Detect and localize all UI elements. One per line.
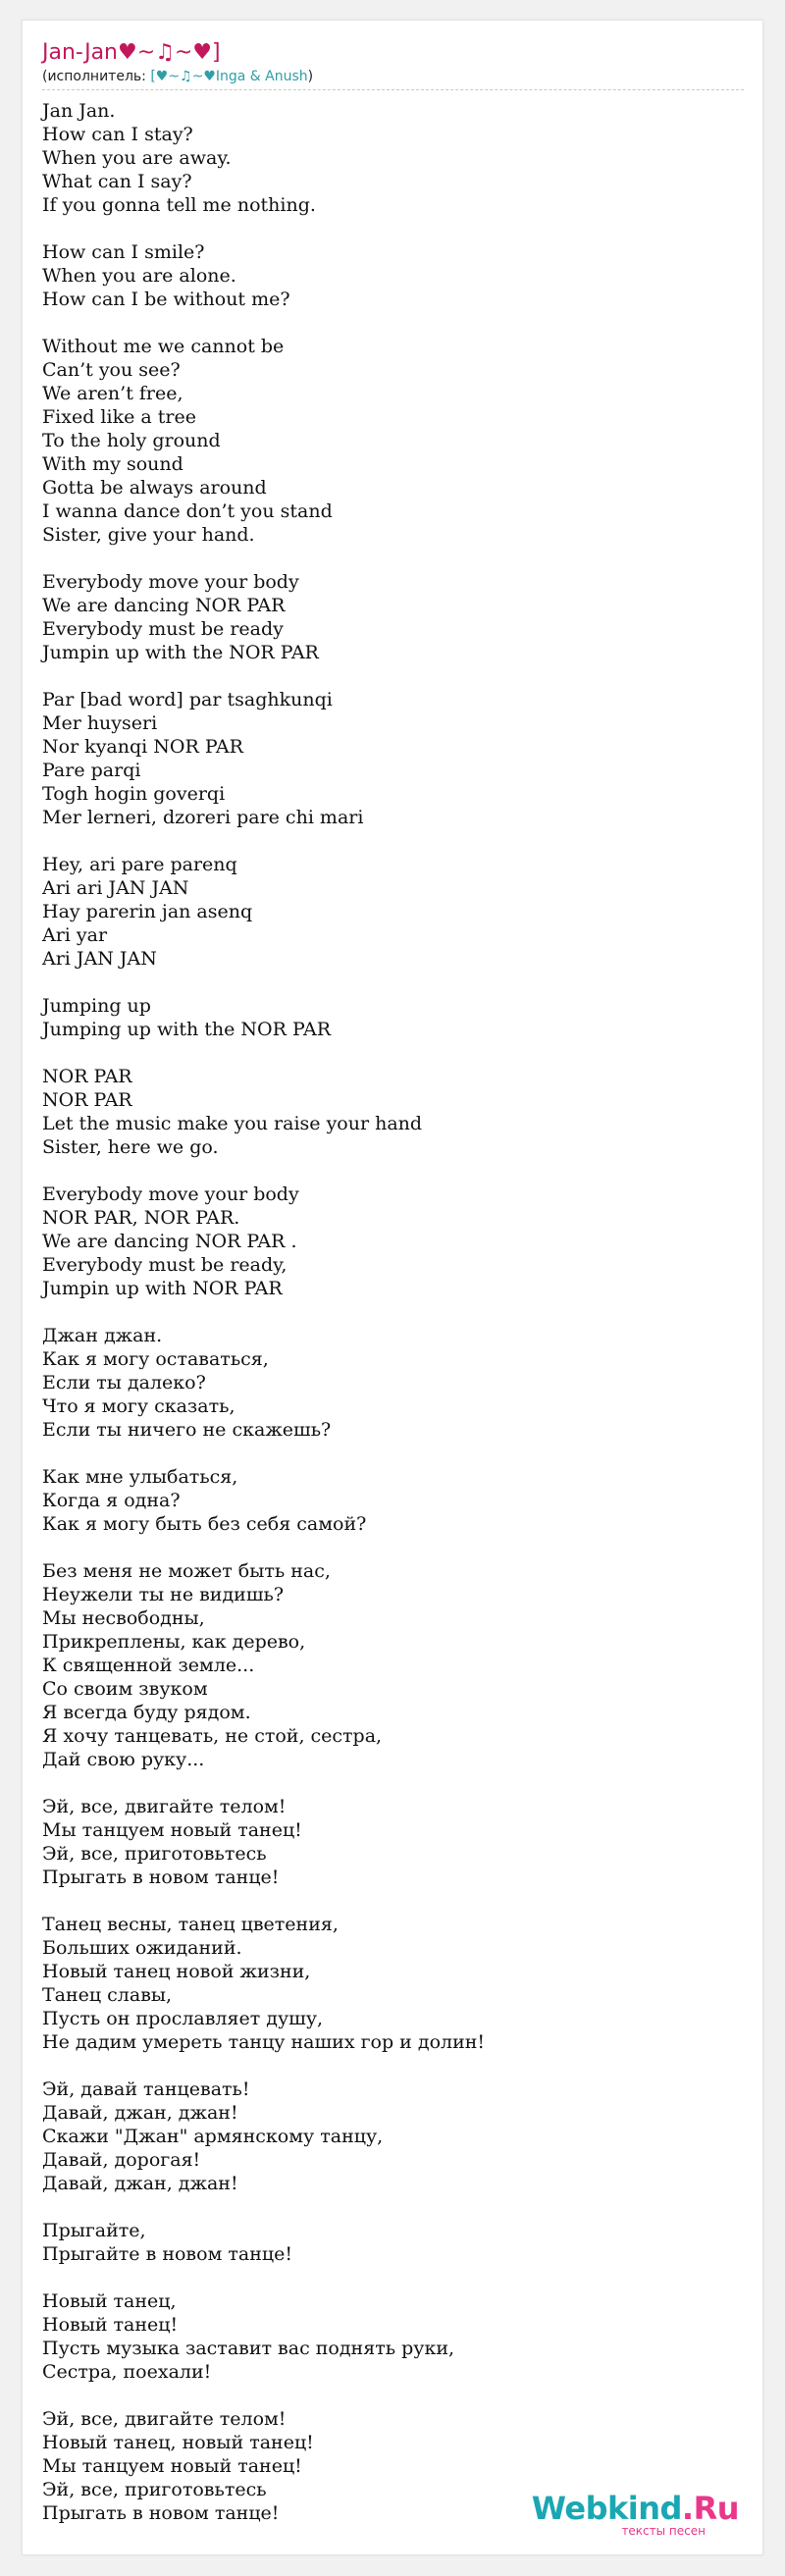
lyric-line: Everybody move your body — [42, 571, 299, 593]
stanza-break — [42, 2195, 744, 2219]
lyric-line: Когда я одна? — [42, 1490, 181, 1511]
lyric-line: How can I stay? — [42, 124, 193, 145]
lyric-line: With my sound — [42, 453, 183, 475]
lyric-line: We aren’t free, — [42, 383, 183, 404]
lyric-line: Если ты ничего не скажешь? — [42, 1419, 332, 1441]
stanza-break — [42, 1536, 744, 1559]
lyric-line: Hay parerin jan asenq — [42, 901, 253, 922]
lyric-line: We are dancing NOR PAR . — [42, 1231, 297, 1252]
lyric-line: We are dancing NOR PAR — [42, 595, 286, 616]
stanza-break — [42, 217, 744, 240]
stanza-break — [42, 829, 744, 853]
lyric-line: What can I say? — [42, 171, 192, 192]
lyric-line: Without me we cannot be — [42, 336, 285, 357]
lyric-line: Со своим звуком — [42, 1678, 208, 1700]
lyric-line: Джан джан. — [42, 1325, 163, 1346]
lyric-line: Jumping up — [42, 995, 151, 1017]
lyric-line: Что я могу сказать, — [42, 1395, 236, 1417]
lyric-line: Fixed like a tree — [42, 406, 196, 428]
lyric-line: Пусть музыка заставит вас поднять руки, — [42, 2338, 455, 2359]
stanza-break — [42, 1041, 744, 1065]
lyric-line: Мы танцуем новый танец! — [42, 2455, 302, 2477]
lyric-line: Сестра, поехали! — [42, 2361, 212, 2383]
lyric-line: Everybody must be ready, — [42, 1254, 288, 1276]
lyric-line: Я хочу танцевать, не стой, сестра, — [42, 1725, 383, 1747]
lyric-line: Can’t you see? — [42, 359, 181, 381]
lyric-line: Эй, все, приготовьтесь — [42, 1843, 267, 1865]
lyric-line: Прикреплены, как дерево, — [42, 1631, 306, 1653]
lyric-line: Танец славы, — [42, 1984, 173, 2006]
lyric-line: Мы танцуем новый танец! — [42, 1819, 302, 1841]
lyric-line: Everybody must be ready — [42, 618, 284, 640]
lyric-line: If you gonna tell me nothing. — [42, 194, 316, 216]
lyric-line: Скажи "Джан" армянскому танцу, — [42, 2126, 384, 2147]
lyric-line: Если ты далеко? — [42, 1372, 206, 1393]
lyric-line: NOR PAR, NOR PAR. — [42, 1207, 240, 1229]
artist-suffix: ) — [307, 69, 314, 84]
lyric-line: Прыгать в новом танце! — [42, 1866, 280, 1888]
lyric-line: Jumpin up with NOR PAR — [42, 1278, 283, 1299]
lyric-line: Давай, джан, джан! — [42, 2173, 238, 2194]
stanza-break — [42, 2384, 744, 2407]
lyric-line: Танец весны, танец цветения, — [42, 1914, 339, 1935]
lyric-line: Ari ari JAN JAN — [42, 877, 189, 899]
lyric-line: Как мне улыбаться, — [42, 1466, 238, 1488]
lyrics-card — [22, 20, 763, 2555]
lyric-line: Я всегда буду рядом. — [42, 1702, 251, 1723]
lyric-line: Больших ожиданий. — [42, 1937, 242, 1959]
stanza-break — [42, 1771, 744, 1795]
lyric-line: Sister, give your hand. — [42, 524, 255, 546]
lyric-line: К священной земле... — [42, 1655, 255, 1676]
lyric-line: Nor kyanqi NOR PAR — [42, 736, 243, 758]
lyric-line: Прыгайте, — [42, 2220, 146, 2241]
song-title: Jan-Jan♥~♫~♥] — [42, 40, 221, 65]
stanza-break — [42, 1300, 744, 1324]
stanza-break — [42, 547, 744, 570]
lyric-line: Ari yar — [42, 924, 108, 946]
lyric-line: Sister, here we go. — [42, 1136, 219, 1158]
lyric-line: Mer lerneri, dzoreri pare chi mari — [42, 807, 364, 828]
stanza-break — [42, 664, 744, 688]
lyric-line: I wanna dance don’t you stand — [42, 500, 333, 522]
song-header — [42, 38, 744, 90]
lyric-line: Ari JAN JAN — [42, 948, 157, 970]
artist-prefix: (исполнитель: — [42, 69, 151, 84]
lyric-line: To the holy ground — [42, 430, 221, 451]
lyric-line: Давай, дорогая! — [42, 2149, 201, 2171]
logo-tld: .Ru — [681, 2490, 739, 2527]
lyric-line: When you are alone. — [42, 265, 236, 287]
artist-line — [42, 68, 744, 85]
lyric-line: Новый танец! — [42, 2314, 179, 2336]
lyric-line: NOR PAR — [42, 1089, 132, 1111]
lyric-line: Давай, джан, джан! — [42, 2102, 238, 2124]
logo-wordmark — [532, 2492, 739, 2525]
lyric-line: Togh hogin goverqi — [42, 783, 226, 805]
lyric-line: When you are away. — [42, 147, 232, 169]
lyric-line: Mer huyseri — [42, 712, 158, 734]
lyric-line: Дай свою руку... — [42, 1749, 205, 1770]
stanza-break — [42, 1159, 744, 1183]
stanza-break — [42, 1889, 744, 1913]
lyric-line: Новый танец, новый танец! — [42, 2432, 314, 2453]
lyric-line: Пусть он прославляет душу, — [42, 2008, 324, 2029]
lyric-line: Эй, все, двигайте телом! — [42, 1796, 287, 1817]
artist-link[interactable]: [♥~♫~♥Inga & Anush — [150, 69, 308, 84]
logo-tagline: тексты песен — [621, 2524, 706, 2538]
lyric-line: Jumping up with the NOR PAR — [42, 1019, 332, 1040]
lyric-line: How can I be without me? — [42, 289, 290, 310]
lyric-line: Let the music make you raise your hand — [42, 1113, 423, 1134]
lyric-line: Everybody move your body — [42, 1183, 299, 1205]
lyric-line: Эй, все, приготовьтесь — [42, 2479, 267, 2500]
lyric-line: Эй, все, двигайте телом! — [42, 2408, 287, 2430]
stanza-break — [42, 971, 744, 994]
lyric-line: Не дадим умереть танцу наших гор и долин! — [42, 2031, 486, 2053]
site-logo[interactable] — [532, 2492, 739, 2537]
lyric-line: Эй, давай танцевать! — [42, 2078, 250, 2100]
lyric-line: How can I smile? — [42, 241, 205, 263]
lyric-line: Неужели ты не видишь? — [42, 1584, 285, 1605]
logo-main-text: Webkind — [531, 2490, 682, 2527]
lyrics-text — [42, 99, 744, 2525]
lyric-line: Новый танец, — [42, 2290, 177, 2312]
lyric-line: Как я могу оставаться, — [42, 1348, 269, 1370]
lyric-line: Новый танец новой жизни, — [42, 1961, 311, 1982]
lyric-line: Jumpin up with the NOR PAR — [42, 642, 319, 663]
lyric-line: Мы несвободны, — [42, 1607, 205, 1629]
lyric-line: Jan Jan. — [42, 100, 116, 122]
stanza-break — [42, 311, 744, 335]
stanza-break — [42, 2266, 744, 2289]
stanza-break — [42, 1442, 744, 1465]
lyric-line: Par [bad word] par tsaghkunqi — [42, 689, 333, 710]
lyric-line: Прыгать в новом танце! — [42, 2502, 280, 2524]
lyric-line: Pare parqi — [42, 760, 141, 781]
lyric-line: Прыгайте в новом танце! — [42, 2243, 292, 2265]
stanza-break — [42, 2054, 744, 2077]
lyric-line: Без меня не может быть нас, — [42, 1560, 331, 1582]
lyric-line: Gotta be always around — [42, 477, 267, 499]
lyric-line: NOR PAR — [42, 1066, 132, 1087]
lyric-line: Hey, ari pare parenq — [42, 854, 237, 875]
lyric-line: Как я могу быть без себя самой? — [42, 1513, 367, 1535]
